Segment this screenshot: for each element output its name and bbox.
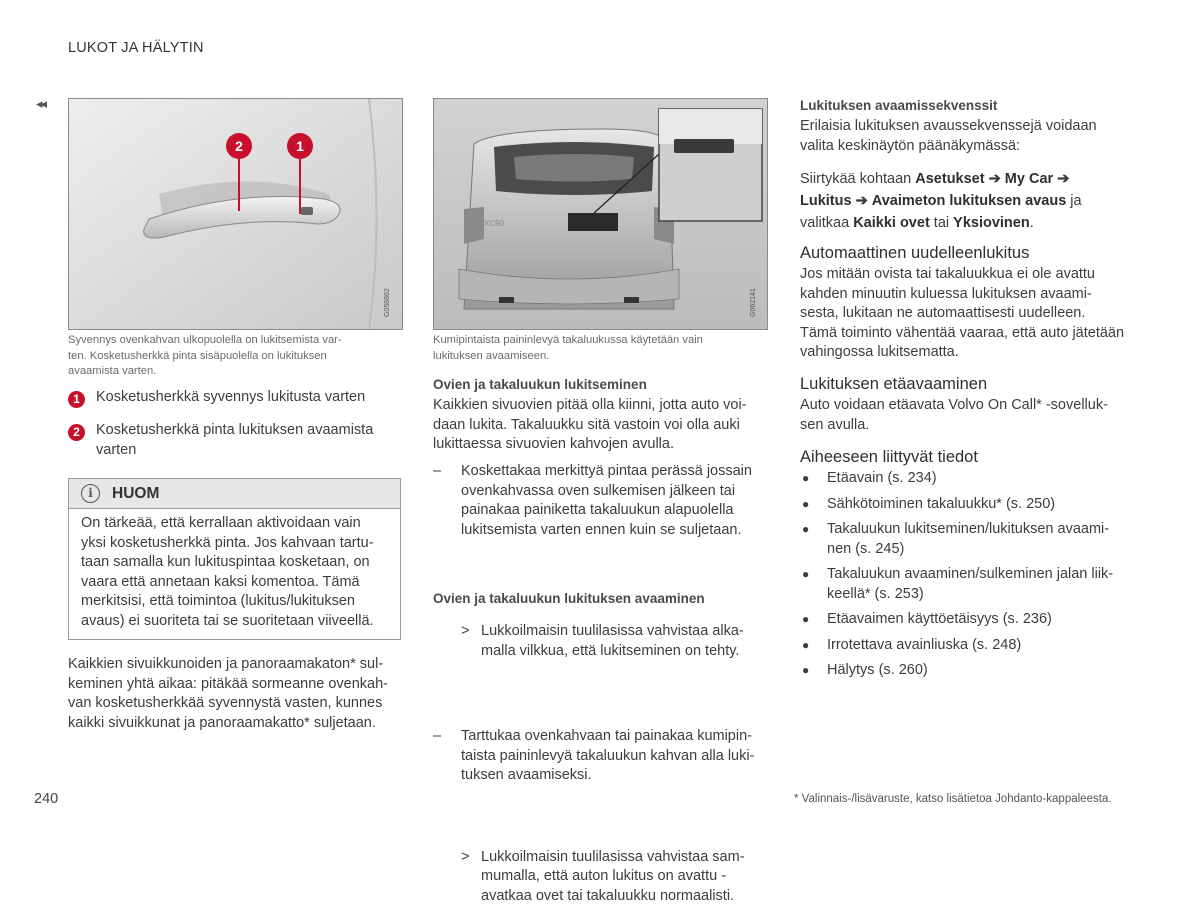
section-header: LUKOT JA HÄLYTIN — [68, 40, 204, 56]
arrow-icon: ➔ — [1057, 171, 1069, 187]
door-handle-figure — [68, 98, 403, 330]
callout-1-label: 1 — [296, 138, 304, 154]
arrow-icon: ➔ — [989, 171, 1001, 187]
legend-item-1: 1 Kosketusherkkä syvennys lukitusta varten — [68, 388, 403, 408]
figure-image-id: G056862 — [384, 288, 391, 317]
related-link[interactable]: ● Takaluukun avaaminen/sulkeminen jalan liik- keellä* (s. 253) — [800, 565, 1145, 604]
option-all-doors: Kaikki ovet — [853, 215, 930, 231]
menu-lukitus: Lukitus — [800, 193, 852, 209]
unlocking-result: > Lukkoilmaisin tuulilasissa vahvistaa sam- mumalla, että auton lukitus on avattu - avatkaa ovet tai takaluukku normaalisti. — [433, 848, 816, 906]
note-box — [68, 478, 401, 640]
arrow-icon: ➔ — [856, 193, 868, 209]
menu-my-car: My Car — [1005, 171, 1053, 187]
footnote: * Valinnais-/lisävaruste, katso lisätietoa Johdanto-kappaleesta. — [794, 793, 1112, 805]
car-badge: XC90 — [484, 219, 505, 228]
figure-2-image-id: G062141 — [750, 288, 757, 317]
sequences-paragraph: Erilaisia lukituksen avaussekvenssejä voidaan valita keskinäytön päänäkymässä: — [800, 117, 1140, 156]
auto-relock-paragraph: Jos mitään ovista tai takaluukkua ei ole avattu kahden minuutin kuluessa lukituksen avaami- sesta, lukitaan ne automaattisesti uudelleen. Tämä toiminto vähentää vaaraa, että auto jätetään vahingossa lukitsematta. — [800, 265, 1145, 363]
page-number: 240 — [34, 791, 58, 807]
locking-step: – Koskettakaa merkittyä pintaa perässä jossain ovenkahvassa oven sulkemisen jälkeen tai painakaa painiketta takaluukun alapuolella lukitsemista varten ennen kuin se suljetaan. — [433, 462, 796, 540]
menu-asetukset: Asetukset — [915, 171, 984, 187]
heading-locking: Ovien ja takaluukun lukitseminen — [433, 377, 647, 392]
related-link[interactable]: ● Etäavaimen käyttöetäisyys (s. 236) — [800, 610, 1145, 630]
related-link[interactable]: ● Hälytys (s. 260) — [800, 661, 1145, 681]
related-link[interactable]: ● Irrotettava avainliuska (s. 248) — [800, 636, 1145, 656]
note-header — [69, 479, 400, 509]
figure-1-caption: Syvennys ovenkahvan ulkopuolella on lukitsemista var- ten. Kosketusherkkä pinta sisäpuolella on lukituksen avaamista varten. — [68, 333, 403, 380]
related-link[interactable]: ● Etäavain (s. 234) — [800, 469, 1145, 489]
heading-unlock-sequences: Lukituksen avaamissekvenssit — [800, 98, 997, 113]
note-body: On tärkeää, että kerrallaan aktivoidaan vain yksi kosketusherkkä pinta. Jos kahvaan tartu- taan samalla kun lukituspintaa kosketaan, on vaara että annetaan kaksi komentoa. Tämä merkitsisi, että toimintoa (lukitus/lukituksen avaus) ei suoriteta tai se suoritetaan viiveellä. — [69, 509, 400, 639]
heading-unlocking: Ovien ja takaluukun lukituksen avaaminen — [433, 591, 705, 606]
settings-path: Siirtykää kohtaan Asetukset ➔ My Car ➔ Lukitus ➔ Avaimeton lukituksen avaus ja valitkaa Kaikki ovet tai Yksiovinen. — [800, 168, 1140, 234]
figure-2-caption: Kumipintaista paininlevyä takaluukussa käytetään vain lukituksen avaamiseen. — [433, 333, 768, 364]
callout-2-badge: 2 — [68, 424, 85, 441]
remote-unlock-paragraph: Auto voidaan etäavata Volvo On Call* -sovelluk- sen avulla. — [800, 396, 1145, 435]
related-links-list — [800, 469, 1145, 687]
locking-result: > Lukkoilmaisin tuulilasissa vahvistaa alka- malla vilkkua, että lukitseminen on tehty. — [433, 622, 816, 661]
heading-related-info: Aiheeseen liittyvät tiedot — [800, 448, 978, 467]
related-link[interactable]: ● Takaluukun lukitseminen/lukituksen avaami- nen (s. 245) — [800, 520, 1145, 559]
related-link[interactable]: ● Sähkötoiminen takaluukku* (s. 250) — [800, 495, 1145, 515]
back-reference-icon[interactable]: ◂◂ — [36, 96, 45, 112]
tailgate-figure — [433, 98, 768, 330]
legend-item-2: 2 Kosketusherkkä pinta lukituksen avaamista varten — [68, 421, 403, 460]
unlocking-step: – Tarttukaa ovenkahvaan tai painakaa kumipin- taista paininlevyä takaluukun kahvan alla luki- tuksen avaamiseksi. — [433, 727, 796, 786]
panorama-paragraph: Kaikkien sivuikkunoiden ja panoraamakaton* sul- keminen yhtä aikaa: pitäkää sormeanne ovenkah- van kosketusherkkää syvennystä vasten, kunnes kaikki sivuikkunat ja panoraamakatto* suljetaan. — [68, 655, 403, 733]
menu-keyless-unlock: Avaimeton lukituksen avaus — [872, 193, 1066, 209]
locking-paragraph: Kaikkien sivuovien pitää olla kiinni, jotta auto voi- daan lukita. Takaluukku sitä vastoin voi olla auki lukittaessa sivuovien kahvojen avulla. — [433, 396, 768, 455]
heading-remote-unlock: Lukituksen etäavaaminen — [800, 375, 987, 394]
callout-2-label: 2 — [235, 138, 243, 154]
heading-auto-relock: Automaattinen uudelleenlukitus — [800, 244, 1029, 263]
info-icon: i — [81, 484, 100, 503]
option-single-door: Yksiovinen — [953, 215, 1030, 231]
note-title: HUOM — [112, 485, 159, 503]
callout-1-badge: 1 — [68, 391, 85, 408]
